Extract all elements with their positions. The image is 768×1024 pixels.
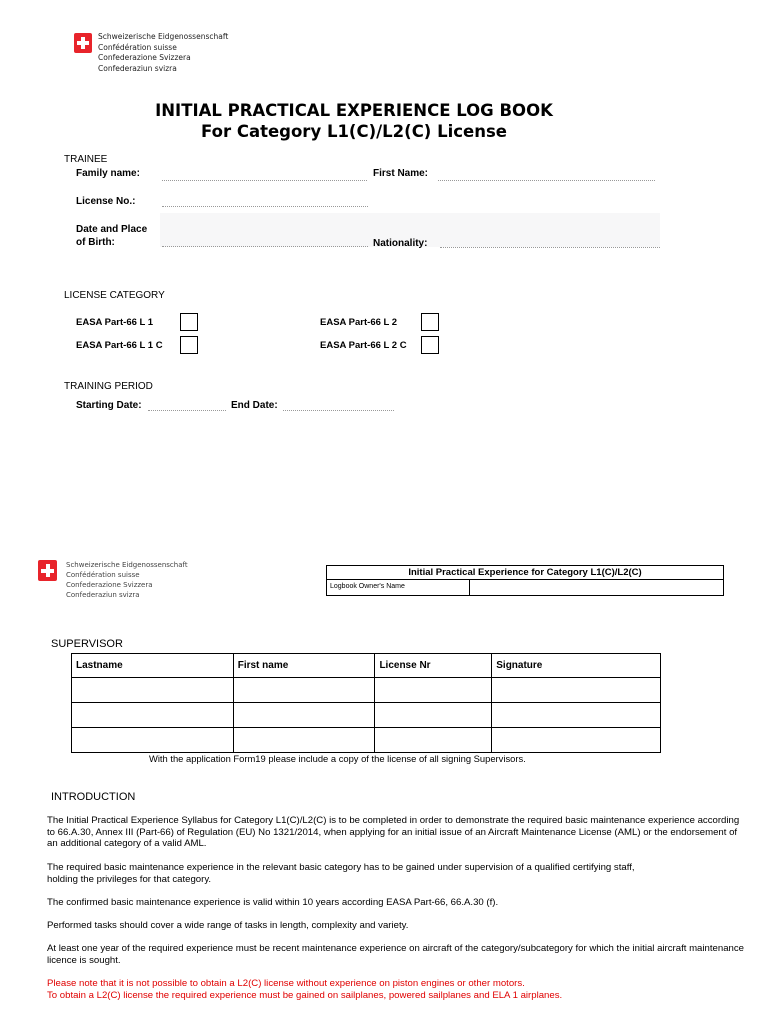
swiss-flag-icon — [38, 560, 57, 581]
document-subtitle: For Category L1(C)/L2(C) License — [201, 122, 507, 141]
col-license-nr: License Nr — [375, 654, 492, 678]
header-divider — [327, 579, 723, 580]
signature-cell[interactable] — [492, 703, 661, 728]
end-date-label: End Date: — [231, 400, 278, 411]
org-line: Schweizerische Eidgenossenschaft — [66, 561, 188, 569]
birth-label-line1: Date and Place — [76, 224, 148, 235]
nationality-label: Nationality: — [373, 238, 428, 249]
first-name-field[interactable] — [438, 180, 655, 181]
family-name-field[interactable] — [162, 180, 367, 181]
starting-date-label: Starting Date: — [76, 400, 142, 411]
option-l1c-checkbox[interactable] — [180, 336, 198, 354]
supervisor-table-header — [72, 654, 661, 678]
license-no-label: License No.: — [76, 196, 136, 207]
org-name-lines — [66, 560, 188, 600]
option-l2c-label: EASA Part-66 L 2 C — [320, 340, 407, 351]
swiss-flag-icon — [74, 33, 92, 53]
col-signature: Signature — [492, 654, 661, 678]
org-line: Confederaziun svizra — [66, 591, 140, 599]
option-l1-label: EASA Part-66 L 1 — [76, 317, 154, 328]
first-name-label: First Name: — [373, 168, 429, 179]
org-line: Schweizerische Eidgenossenschaft — [98, 32, 229, 41]
intro-paragraph-1: The Initial Practical Experience Syllabus for Category L1(C)/L2(C) is to be completed in order to demonstrate the required basic maintenance experience according to 66.A.30, Annex III (Part-66) of Regulation (EU) No 1321/2014, when applying for an initial issue of an Aircraft Maintenance License (AML) or the endorsement of an additional category of a valid AML. — [47, 815, 740, 850]
org-line: Confederazione Svizzera — [98, 53, 191, 62]
supervisor-table — [71, 653, 661, 753]
table-row — [72, 703, 661, 728]
signature-cell[interactable] — [492, 728, 661, 753]
birth-label-line2: of Birth: — [76, 237, 115, 248]
first-name-cell[interactable] — [233, 678, 375, 703]
intro-warning-1: Please note that it is not possible to obtain a L2(C) license without experience on piston engines or other motors. — [47, 978, 525, 989]
training-period-section-label: TRAINING PERIOD — [64, 381, 153, 392]
signature-cell[interactable] — [492, 678, 661, 703]
lastname-cell[interactable] — [72, 678, 234, 703]
option-l2-label: EASA Part-66 L 2 — [320, 317, 398, 328]
option-l2c-checkbox[interactable] — [421, 336, 439, 354]
intro-paragraph-5: At least one year of the required experience must be recent maintenance experience on aircraft of the category/subcategory for which the initial aircraft maintenance licence is sought. — [47, 943, 744, 966]
table-row — [72, 678, 661, 703]
first-name-cell[interactable] — [233, 728, 375, 753]
org-line: Confederaziun svizra — [98, 63, 177, 73]
starting-date-field[interactable] — [148, 410, 226, 411]
family-name-label: Family name: — [76, 168, 140, 179]
logbook-header-box — [326, 565, 724, 596]
introduction-section-label: INTRODUCTION — [51, 791, 136, 803]
trainee-section-label: TRAINEE — [64, 154, 108, 165]
license-category-section-label: LICENSE CATEGORY — [64, 290, 165, 301]
license-no-field[interactable] — [162, 206, 368, 207]
intro-paragraph-3: The confirmed basic maintenance experience is valid within 10 years according EASA Part-66, 66.A.30 (f). — [47, 897, 499, 908]
birth-field[interactable] — [162, 246, 368, 247]
intro-paragraph-2a: The required basic maintenance experience in the relevant basic category has to be gained under supervision of a qualified certifying staff, — [47, 862, 635, 873]
lastname-cell[interactable] — [72, 703, 234, 728]
logbook-header-title: Initial Practical Experience for Category L1(C)/L2(C) — [408, 567, 642, 578]
nationality-field[interactable] — [440, 247, 660, 248]
intro-paragraph-2b: holding the privileges for that category. — [47, 874, 212, 885]
table-row — [72, 728, 661, 753]
lastname-cell[interactable] — [72, 728, 234, 753]
owner-name-value[interactable] — [473, 583, 718, 594]
org-name-lines — [98, 32, 228, 74]
org-line: Confédération suisse — [98, 42, 177, 52]
option-l1-checkbox[interactable] — [180, 313, 198, 331]
option-l1c-label: EASA Part-66 L 1 C — [76, 340, 163, 351]
license-nr-cell[interactable] — [375, 728, 492, 753]
supervisor-note: With the application Form19 please include a copy of the license of all signing Supervisors. — [149, 753, 526, 764]
option-l2-checkbox[interactable] — [421, 313, 439, 331]
license-nr-cell[interactable] — [375, 703, 492, 728]
org-line: Confédération suisse — [66, 571, 140, 579]
col-first-name: First name — [233, 654, 375, 678]
owner-name-label: Logbook Owner's Name — [330, 583, 405, 590]
first-name-cell[interactable] — [233, 703, 375, 728]
org-line: Confederazione Svizzera — [66, 581, 153, 589]
owner-divider — [469, 579, 470, 595]
intro-paragraph-4: Performed tasks should cover a wide range of tasks in length, complexity and variety. — [47, 920, 409, 931]
license-nr-cell[interactable] — [375, 678, 492, 703]
end-date-field[interactable] — [283, 410, 394, 411]
supervisor-section-label: SUPERVISOR — [51, 638, 123, 650]
document-title: INITIAL PRACTICAL EXPERIENCE LOG BOOK — [155, 101, 553, 120]
intro-warning-2: To obtain a L2(C) license the required experience must be gained on sailplanes, powered sailplanes and ELA 1 airplanes. — [47, 990, 563, 1001]
col-lastname: Lastname — [72, 654, 234, 678]
